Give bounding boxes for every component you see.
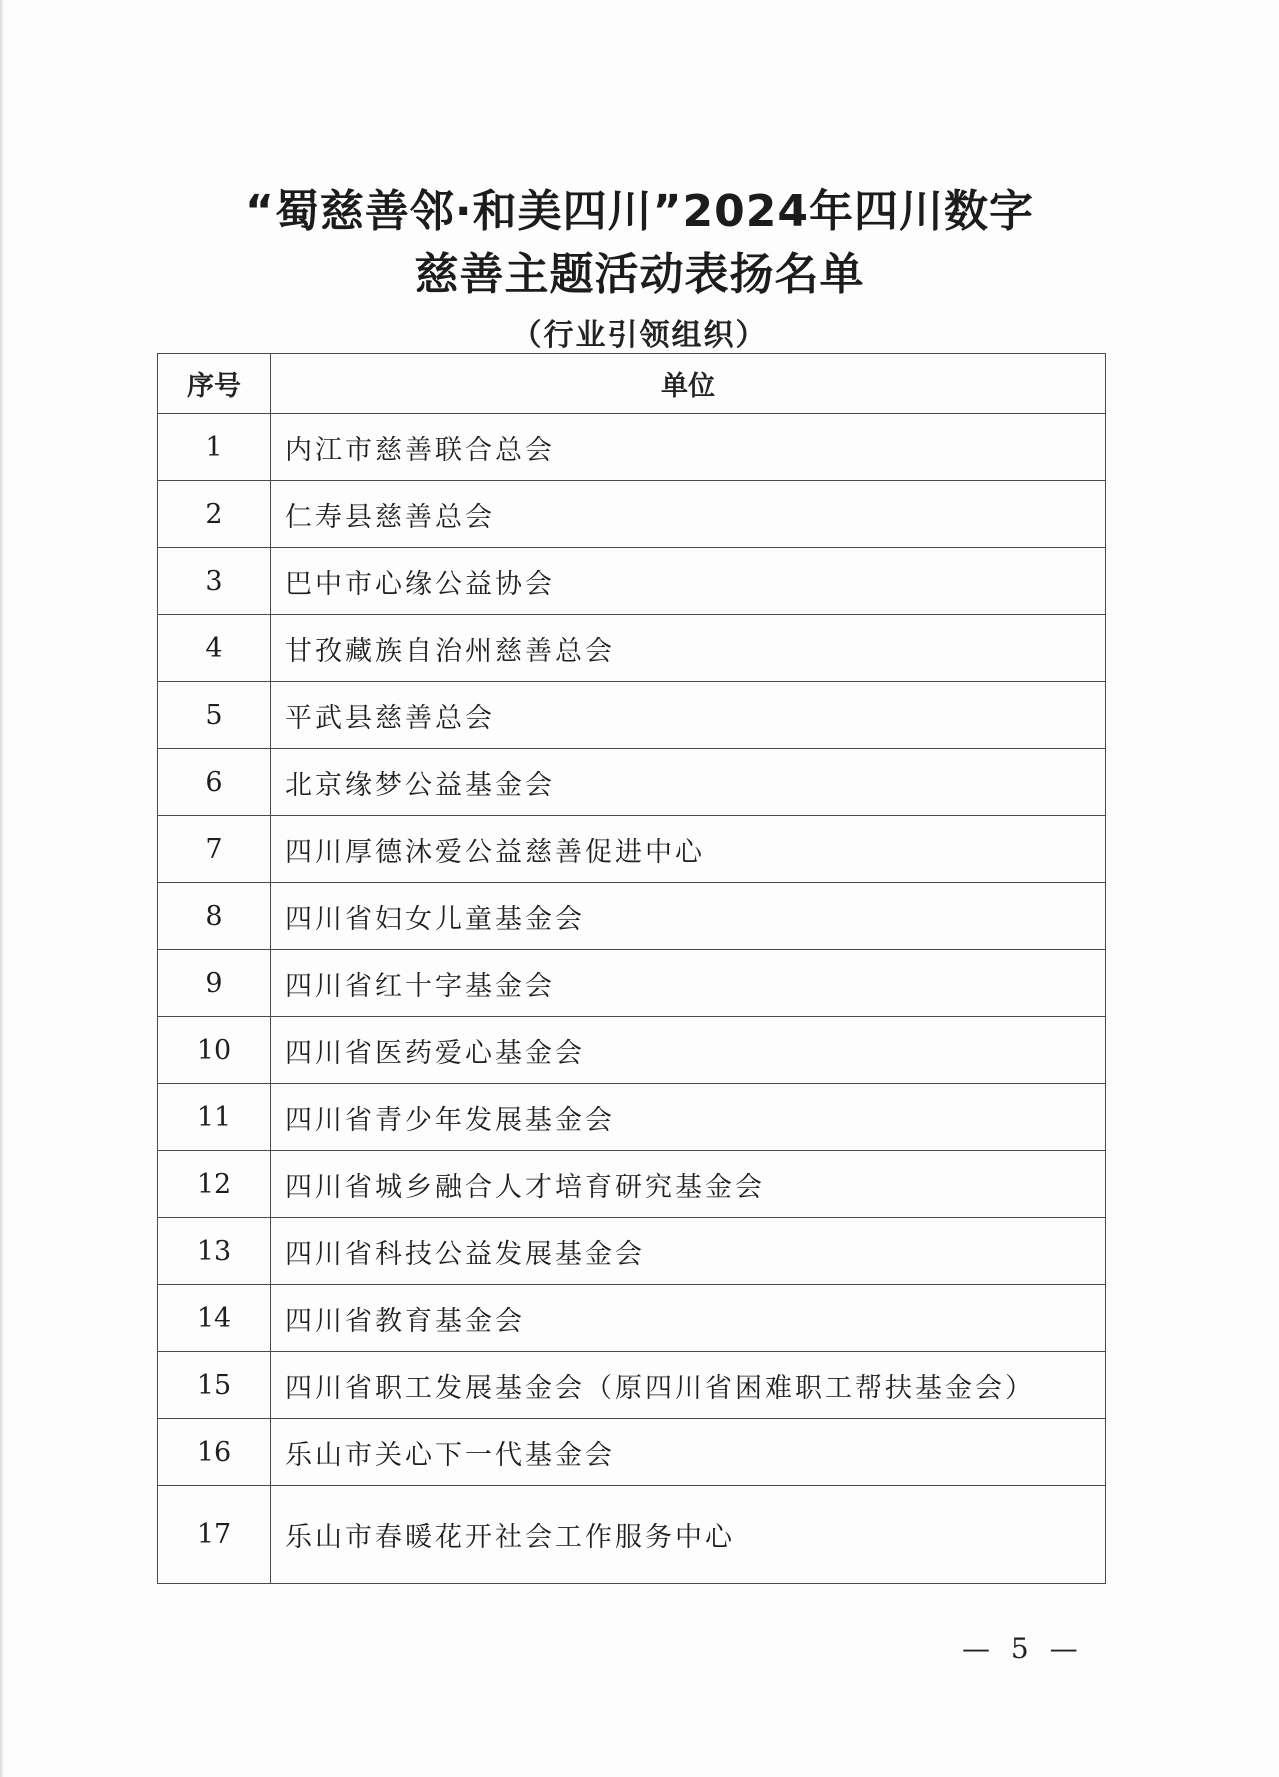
row-unit-name: 内江市慈善联合总会 <box>271 414 1106 481</box>
table-row <box>158 883 1106 950</box>
row-number: 16 <box>158 1419 271 1486</box>
row-unit-name: 四川省科技公益发展基金会 <box>271 1218 1106 1285</box>
table-row <box>158 1017 1106 1084</box>
row-number: 17 <box>158 1486 271 1584</box>
row-number: 1 <box>158 414 271 481</box>
row-number: 12 <box>158 1151 271 1218</box>
row-unit-name: 甘孜藏族自治州慈善总会 <box>271 615 1106 682</box>
table-row <box>158 1084 1106 1151</box>
header-number: 序号 <box>158 354 271 414</box>
row-number: 9 <box>158 950 271 1017</box>
row-unit-name: 四川省青少年发展基金会 <box>271 1084 1106 1151</box>
row-unit-name: 四川省教育基金会 <box>271 1285 1106 1352</box>
commendation-table <box>157 353 1106 1584</box>
row-number: 8 <box>158 883 271 950</box>
row-unit-name: 四川省职工发展基金会（原四川省困难职工帮扶基金会） <box>271 1352 1106 1419</box>
row-number: 4 <box>158 615 271 682</box>
table-row <box>158 1419 1106 1486</box>
row-number: 13 <box>158 1218 271 1285</box>
row-number: 10 <box>158 1017 271 1084</box>
table-row <box>158 682 1106 749</box>
row-number: 14 <box>158 1285 271 1352</box>
row-unit-name: 四川省城乡融合人才培育研究基金会 <box>271 1151 1106 1218</box>
table-row <box>158 1218 1106 1285</box>
table-row <box>158 1352 1106 1419</box>
document-title-line-1: “蜀慈善邻·和美四川”2024年四川数字 <box>244 186 1034 237</box>
document-subtitle: （行业引领组织） <box>511 318 768 353</box>
table-header-row <box>158 354 1106 414</box>
row-number: 15 <box>158 1352 271 1419</box>
table-row <box>158 816 1106 883</box>
table-row <box>158 481 1106 548</box>
row-unit-name: 乐山市关心下一代基金会 <box>271 1419 1106 1486</box>
row-unit-name: 北京缘梦公益基金会 <box>271 749 1106 816</box>
table-row <box>158 749 1106 816</box>
row-unit-name: 仁寿县慈善总会 <box>271 481 1106 548</box>
row-unit-name: 四川省医药爱心基金会 <box>271 1017 1106 1084</box>
row-unit-name: 乐山市春暖花开社会工作服务中心 <box>271 1486 1106 1584</box>
row-number: 3 <box>158 548 271 615</box>
row-unit-name: 四川厚德沐爱公益慈善促进中心 <box>271 816 1106 883</box>
table-row <box>158 1285 1106 1352</box>
table-row <box>158 615 1106 682</box>
row-unit-name: 四川省妇女儿童基金会 <box>271 883 1106 950</box>
row-number: 11 <box>158 1084 271 1151</box>
document-title-line-2: 慈善主题活动表扬名单 <box>414 249 865 300</box>
row-number: 7 <box>158 816 271 883</box>
table-body <box>158 414 1106 1584</box>
row-number: 5 <box>158 682 271 749</box>
page-number: — 5 — <box>962 1632 1084 1665</box>
table-row <box>158 950 1106 1017</box>
header-unit: 单位 <box>271 354 1106 414</box>
row-unit-name: 平武县慈善总会 <box>271 682 1106 749</box>
row-number: 6 <box>158 749 271 816</box>
table-row <box>158 414 1106 481</box>
table-row <box>158 548 1106 615</box>
row-unit-name: 巴中市心缘公益协会 <box>271 548 1106 615</box>
table-row <box>158 1151 1106 1218</box>
row-unit-name: 四川省红十字基金会 <box>271 950 1106 1017</box>
row-number: 2 <box>158 481 271 548</box>
table-row <box>158 1486 1106 1584</box>
